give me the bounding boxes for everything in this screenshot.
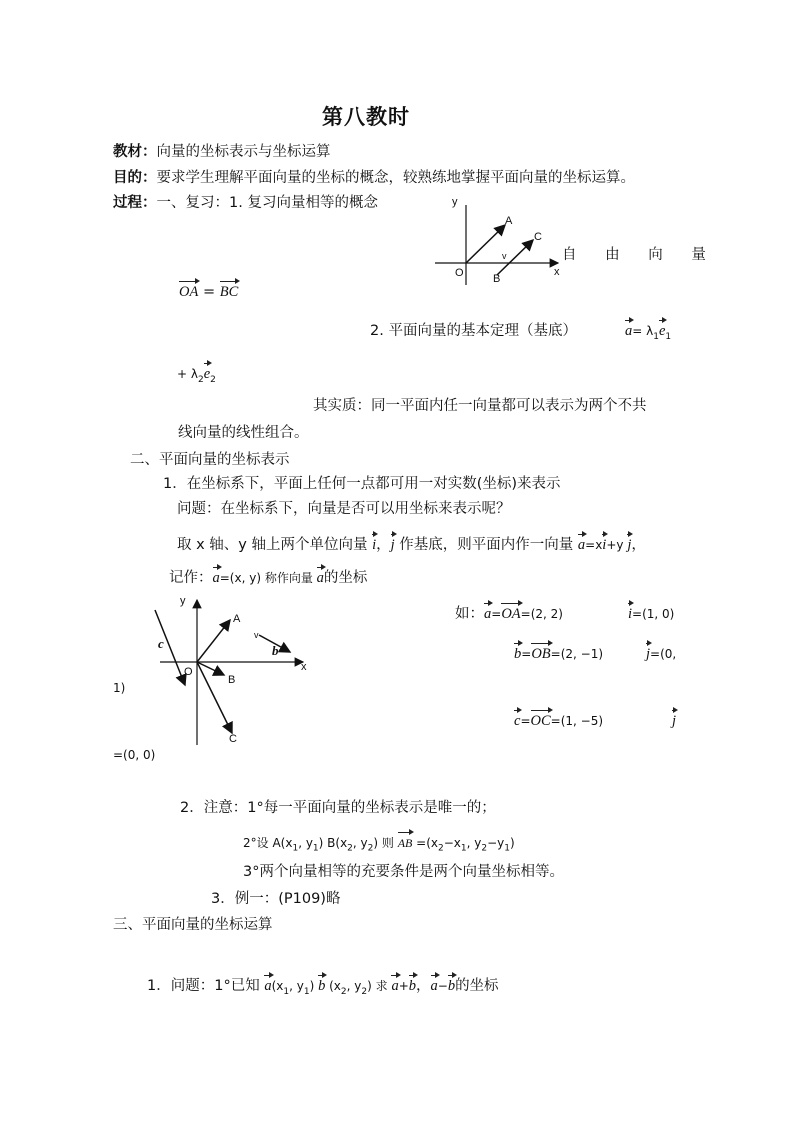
vector-b-value: =(2, −1): [550, 647, 604, 661]
vector-oa: [197, 620, 230, 662]
e2-sub: 2: [210, 374, 216, 385]
vector-c-value: =(1, −5): [550, 714, 604, 728]
vector-b: b: [318, 978, 326, 994]
point-b-label: B: [493, 273, 501, 285]
point-b-label: B: [228, 674, 236, 686]
page-title: 第八教时: [322, 105, 410, 129]
equal-vectors-diagram: [430, 195, 565, 290]
unit-vector-j-2: j: [627, 537, 632, 553]
section-3-heading: 三、平面向量的坐标运算: [113, 917, 273, 933]
vector-a-3: a: [430, 978, 438, 994]
lambda2: + λ: [177, 367, 198, 381]
basis-theorem: 2. 平面向量的基本定理（基底）: [370, 323, 577, 339]
example-b: b=OB=(2, −1): [514, 646, 604, 662]
example-c: c=OC=(1, −5): [514, 713, 604, 729]
example-j: [646, 645, 676, 663]
theorem-formula-cont: [177, 365, 216, 389]
vector-a: a: [484, 606, 492, 622]
textbook-label: 教材：: [113, 144, 157, 160]
section-2-heading: 二、平面向量的坐标表示: [130, 452, 290, 468]
example-one: 3．例一：(P109)略: [211, 891, 341, 907]
vector-a: a: [212, 570, 220, 586]
vector-oc-symbol: OC: [530, 713, 551, 729]
example-j-cont: 1): [113, 681, 126, 695]
note-3: 3°两个向量相等的充要条件是两个向量坐标相等。: [243, 864, 564, 880]
basis-text-2: 作基底，则平面内作一向量: [394, 537, 578, 553]
point-a-label: A: [233, 613, 241, 625]
vector-oa-symbol: OA: [179, 284, 199, 300]
vector-oc: [197, 662, 232, 733]
v-mark: v: [254, 630, 259, 640]
section-2-item-1: 1．在坐标系下，平面上任何一点都可用一对实数(坐标)来表示: [163, 476, 561, 492]
unit-vector-i: i: [372, 537, 377, 553]
basis-line: [177, 536, 646, 554]
process-label: 过程：: [113, 195, 157, 211]
textbook-text: 向量的坐标表示与坐标运算: [156, 144, 331, 160]
example-prefix: 如：: [455, 606, 484, 622]
essence-line1: 其实质：同一平面内任一向量都可以表示为两个不共: [313, 398, 647, 414]
coordinate-vectors-diagram: [150, 590, 320, 750]
vector-bc-symbol: BC: [219, 284, 239, 300]
question-line: 问题：在坐标系下，向量是否可以用坐标来表示呢？: [177, 501, 511, 517]
example-zero: [672, 712, 676, 730]
vector-b: b: [514, 646, 522, 662]
y-label: y: [180, 595, 186, 607]
process-text: 一、复习：1. 复习向量相等的概念: [156, 195, 378, 211]
vector-a: a: [264, 978, 272, 994]
unit-vector-j: j: [646, 646, 651, 662]
unit-vector-i-2: i: [602, 537, 607, 553]
notation-text-3: 的坐标: [323, 570, 368, 586]
vector-ob-symbol: OB: [531, 646, 551, 662]
vector-b-label: b: [272, 643, 279, 658]
textbook-line: [113, 143, 331, 161]
lambda1-sub: 1: [653, 331, 659, 342]
vector-a-value: =(2, 2): [520, 607, 563, 621]
e1-sub: 1: [665, 331, 672, 342]
notation-line: [169, 569, 367, 587]
vector-e1: e: [658, 323, 666, 339]
vector-a-symbol: a: [625, 323, 633, 339]
basis-text-3: =x: [585, 538, 603, 552]
point-c-label: C: [534, 231, 542, 243]
v-mark: v: [502, 251, 507, 261]
origin-label: O: [455, 267, 464, 279]
notation-text-1: 记作：: [169, 570, 213, 586]
unit-vector-i: i: [628, 606, 633, 622]
zero-vector-symbol: j: [672, 713, 677, 729]
vector-i-value: =(1, 0): [632, 607, 675, 621]
example-a: 如：a=OA=(2, 2): [455, 606, 563, 622]
point-a-label: A: [505, 215, 513, 227]
basis-text-4: +y: [606, 538, 628, 552]
example-i: [628, 605, 674, 623]
vector-ab-symbol: AB: [397, 836, 413, 850]
vector-ob: [197, 662, 224, 675]
basis-sep: ，: [376, 537, 391, 553]
point-c-label: C: [229, 733, 237, 745]
objective-text: 要求学生理解平面向量的坐标的概念，较熟练地掌握平面向量的坐标运算。: [156, 170, 635, 186]
free-vector-label: 自 由 向 量: [562, 247, 718, 263]
essence-line2: 线向量的线性组合。: [178, 425, 309, 441]
problem-line: 1．问题：1°已知 $a(x_1$, $y_1$) b ($x_2$, $y_2$) 求 a+b，a−b的坐标: [147, 978, 499, 997]
notation-text-2: =(x, y) 称作向量: [219, 571, 317, 585]
equals-sign: =: [198, 284, 220, 300]
objective-label: 目的：: [113, 170, 157, 186]
vector-e2: e: [203, 366, 211, 382]
vector-oa-symbol: OA: [501, 606, 521, 622]
origin-label: O: [184, 666, 193, 678]
vector-b-3: b: [447, 978, 456, 994]
note-1: 2．注意：1°每一平面向量的坐标表示是唯一的；: [180, 800, 496, 816]
vector-j-value: =(0,: [650, 647, 677, 661]
vector-a-2: a: [391, 978, 399, 994]
process-line: [113, 194, 378, 212]
y-label: y: [452, 196, 458, 208]
x-label: x: [301, 661, 307, 673]
example-zero-value: =(0, 0): [113, 748, 156, 762]
theorem-formula: [625, 322, 671, 346]
vector-oa: [466, 225, 505, 263]
vector-c-label: c: [158, 636, 164, 651]
basis-text-1: 取 x 轴、y 轴上两个单位向量: [177, 537, 373, 553]
vector-b-2: b: [408, 978, 416, 994]
lambda1: = λ: [632, 324, 654, 338]
vector-a: a: [577, 537, 586, 553]
unit-vector-j: j: [390, 537, 395, 553]
vector-a-2: a: [316, 570, 324, 586]
basis-text-5: ，: [631, 537, 646, 553]
note-2: 2°设 $A(x_1$, $y_1$) $B(x_2$, $y_2$) 则 AB $=(x_2-x_1$, $y_2-y_1$): [243, 836, 515, 854]
oa-equals-bc: [179, 283, 238, 301]
lambda2-sub: 2: [197, 374, 204, 385]
x-label: x: [554, 266, 560, 278]
vector-c: c: [514, 713, 521, 729]
objective-line: [113, 169, 635, 187]
